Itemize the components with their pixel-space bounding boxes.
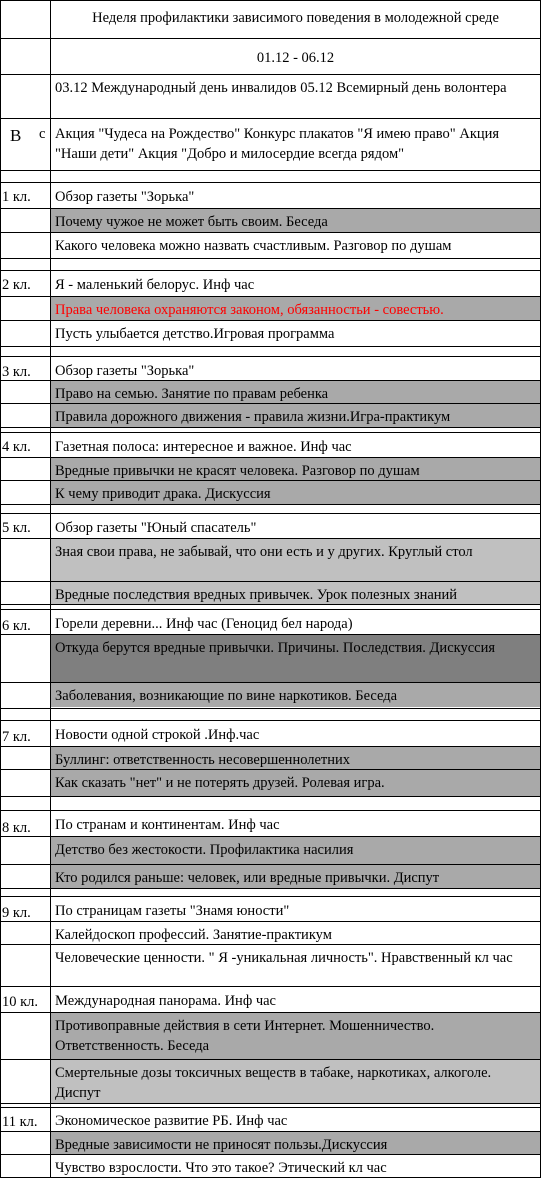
row-divider: [0, 609, 541, 610]
class-label: 9 кл.: [2, 905, 31, 921]
event-row: Международная панорама. Инф час: [55, 993, 276, 1009]
class-label: 3 кл.: [2, 364, 31, 380]
class-label: 2 кл.: [2, 277, 31, 293]
event-row: Права человека охраняются законом, обязанностьи - совестью.: [51, 297, 540, 320]
event-row: Как сказать "нет" и не потерять друзей. Ролевая игра.: [51, 770, 540, 796]
class-label: 10 кл.: [2, 994, 39, 1010]
event-row: Вредные последствия вредных привычек. Урок полезных знаний: [51, 582, 540, 604]
special-days: 03.12 Международный день инвалидов 05.12 Всемирный день волонтера: [55, 80, 507, 96]
row-divider: [0, 356, 541, 357]
event-row: Экономическое развитие РБ. Инф час: [55, 1113, 288, 1129]
row-divider: [0, 118, 541, 119]
event-row: Противоправные действия в сети Интернет. Мошенничество. Ответственность. Беседа: [51, 1013, 540, 1059]
event-row: К чему приводит драка. Дискуссия: [51, 481, 540, 504]
event-row: Горели деревни... Инф час (Геноцид бел народа): [55, 616, 353, 632]
row-divider: [0, 504, 541, 505]
actions-label-b: с: [39, 126, 46, 142]
event-row: Кто родился раньше: человек, или вредные привычки. Диспут: [51, 865, 540, 888]
event-row: Детство без жестокости. Профилактика насилия: [51, 837, 540, 864]
row-divider: [0, 427, 541, 428]
actions-list: Акция "Чудеса на Рождество" Конкурс плакатов "Я имею право" Акция "Наши дети" Акция "Добро и милосердие всегда рядом": [55, 126, 500, 162]
event-row: Право на семью. Занятие по правам ребенка: [51, 381, 540, 403]
event-row: Правила дорожного движения - правила жизни.Игра-практикум: [51, 404, 540, 427]
row-divider: [0, 604, 541, 605]
event-row: Зная свои права, не забывай, что они есть и у других. Круглый стол: [51, 539, 540, 581]
event-row: Обзор газеты "Зорька": [55, 363, 195, 379]
event-row: Обзор газеты "Юный спасатель": [55, 520, 257, 536]
event-row: Калейдоскоп профессий. Занятие-практикум: [55, 927, 332, 943]
event-row: Смертельные дозы токсичных веществ в табаке, наркотиках, алкоголе. Диспут: [51, 1060, 540, 1103]
class-label: 6 кл.: [2, 618, 31, 634]
event-row: По странам и континентам. Инф час: [55, 817, 280, 833]
row-divider: [0, 810, 541, 811]
event-row: Обзор газеты "Зорька": [55, 189, 195, 205]
row-divider: [0, 270, 541, 271]
row-divider: [0, 182, 541, 183]
event-row: Новости одной строкой .Инф.час: [55, 727, 260, 743]
week-dates: 01.12 - 06.12: [256, 50, 335, 66]
event-row: Я - маленький белорус. Инф час: [55, 277, 255, 293]
row-divider: [0, 170, 541, 171]
event-row: Вредные привычки не красят человека. Разговор по душам: [51, 458, 540, 480]
row-divider: [0, 796, 541, 797]
row-divider: [0, 38, 541, 39]
event-row: Человеческие ценности. " Я -уникальная личность". Нравственный кл час: [55, 950, 513, 966]
page-title: Неделя профилактики зависимого поведения в молодежной среде: [92, 10, 499, 26]
event-row: По страницам газеты "Знамя юности": [55, 903, 290, 919]
class-label: 7 кл.: [2, 729, 31, 745]
event-row: Пусть улыбается детство.Игровая программа: [55, 326, 335, 342]
row-divider: [0, 346, 541, 347]
table-border-left: [0, 0, 1, 1178]
class-label: 4 кл.: [2, 439, 31, 455]
row-divider: [0, 896, 541, 897]
event-row: Откуда берутся вредные привычки. Причины. Последствия. Дискуссия: [51, 635, 540, 682]
event-row: Чувство взрослости. Что это такое? Этический кл час: [55, 1160, 387, 1176]
row-divider: [0, 258, 541, 259]
event-row: Газетная полоса: интересное и важное. Инф час: [55, 439, 352, 455]
actions-label-a: В: [10, 126, 22, 145]
row-divider: [0, 432, 541, 433]
row-divider: [0, 720, 541, 721]
class-label: 8 кл.: [2, 820, 31, 836]
row-divider: [0, 986, 541, 987]
row-divider: [0, 708, 541, 709]
row-divider: [0, 513, 541, 514]
row-divider: [0, 0, 541, 1]
event-row: Заболевания, возникающие по вине наркотиков. Беседа: [51, 683, 540, 707]
class-label: 1 кл.: [2, 189, 31, 205]
event-row: Вредные зависимости не приносят пользы.Дискуссия: [51, 1132, 540, 1154]
event-row: Буллинг: ответственность несовершеннолетних: [51, 747, 540, 769]
row-divider: [0, 1103, 541, 1104]
event-row: Почему чужое не может быть своим. Беседа: [51, 209, 540, 232]
event-row: Какого человека можно назвать счастливым. Разговор по душам: [55, 238, 452, 254]
row-divider: [0, 888, 541, 889]
class-label: 11 кл.: [2, 1114, 38, 1130]
class-label: 5 кл.: [2, 520, 31, 536]
